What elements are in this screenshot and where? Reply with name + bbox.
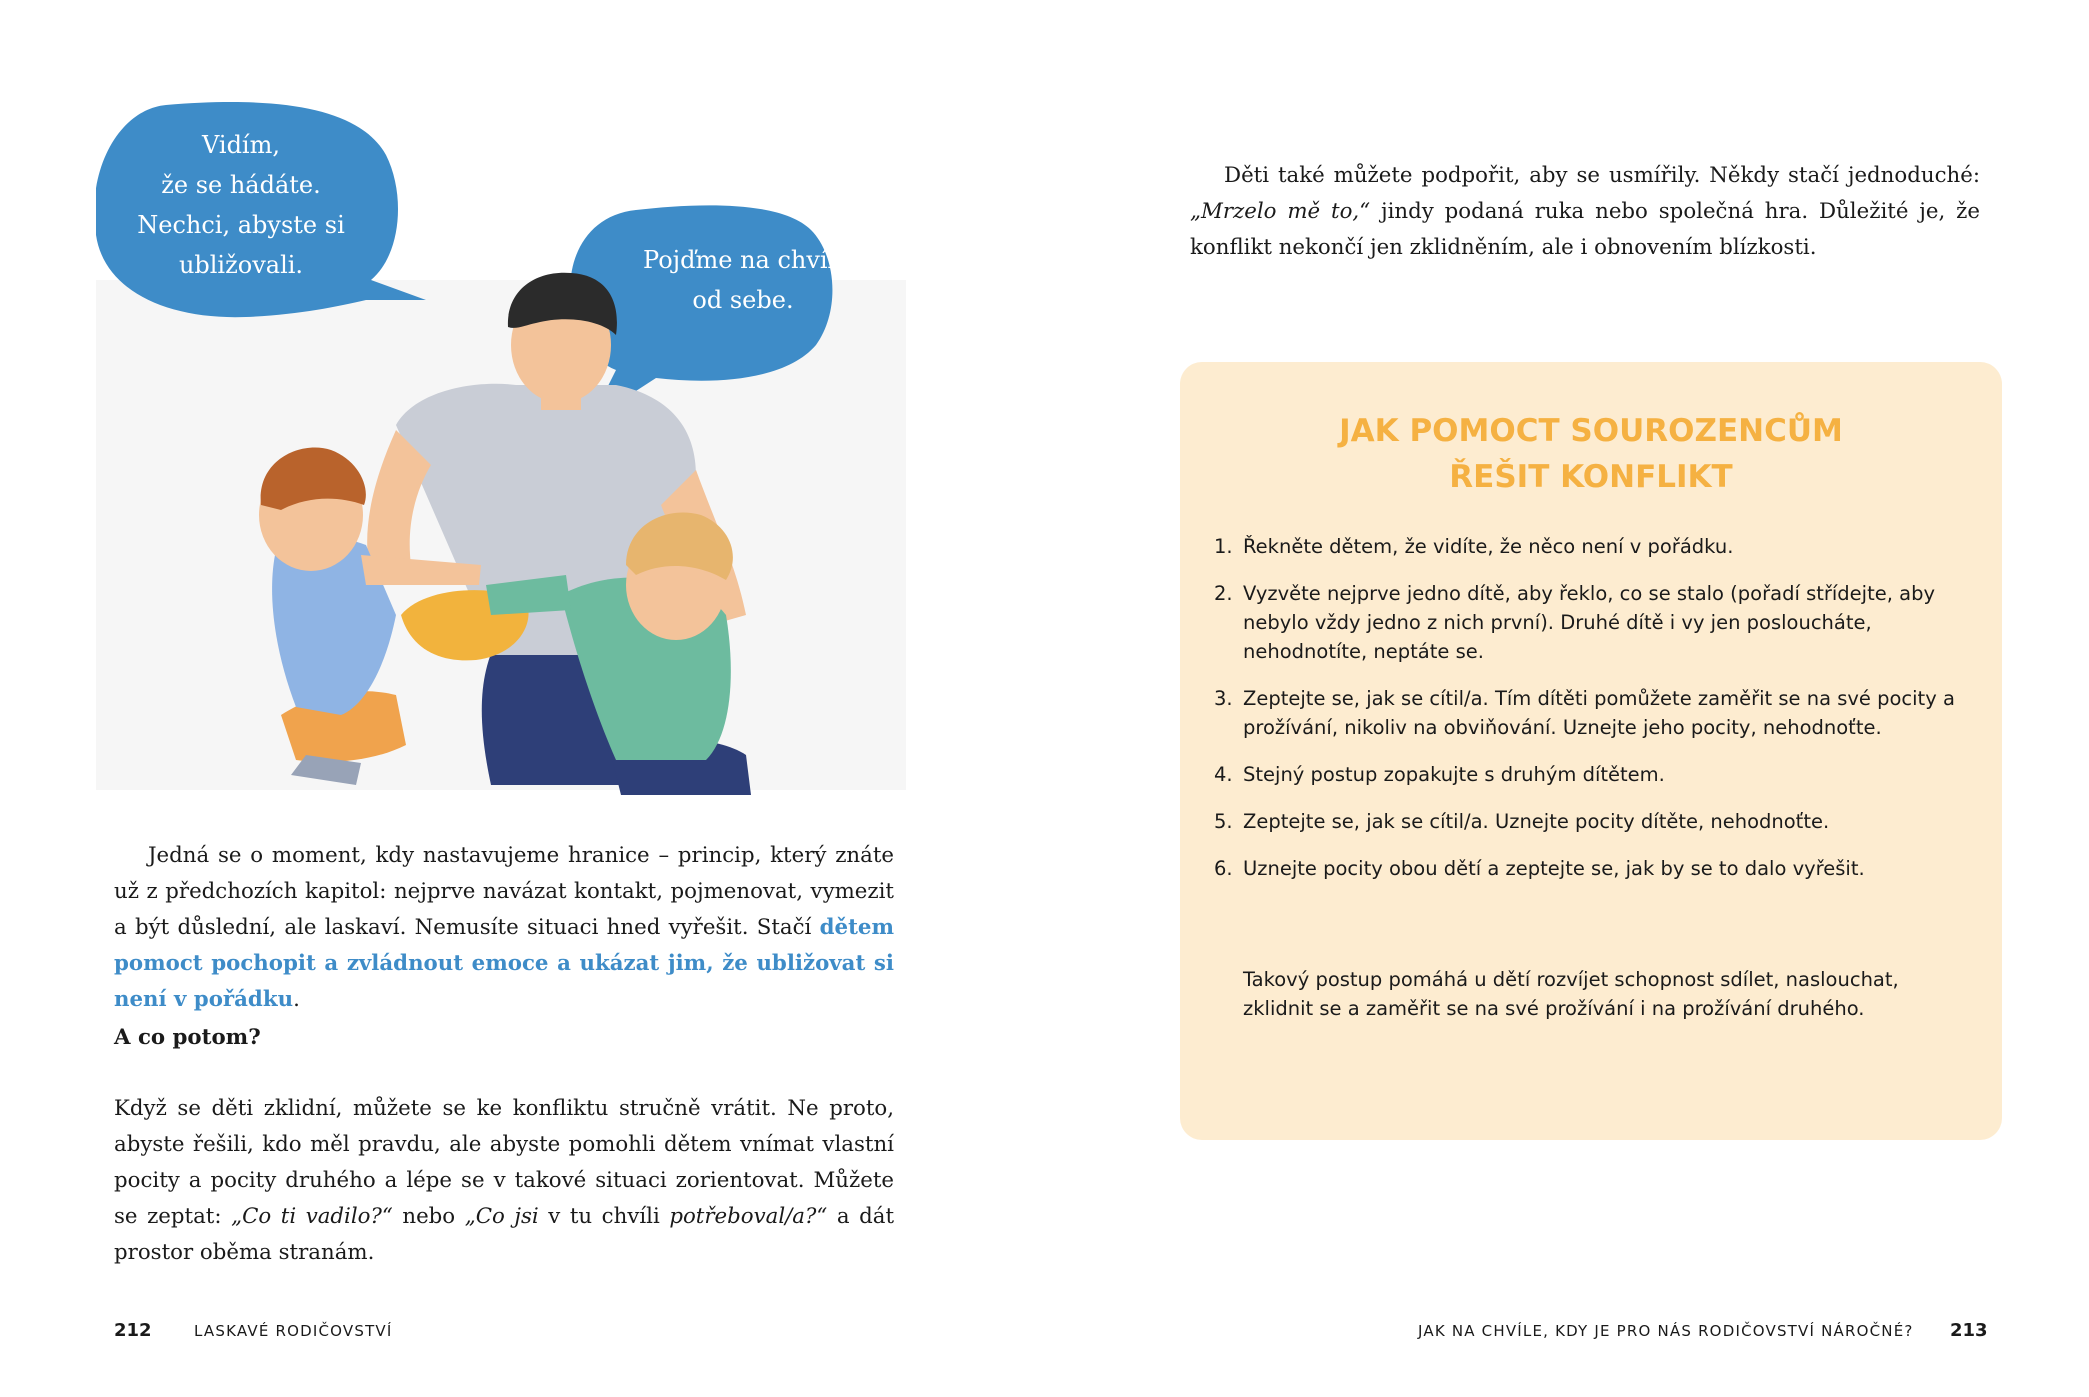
highlighted-text: dětem pomoct pochopit a zvládnout emoce a ukázat jim, že ubližovat si není v pořádku xyxy=(114,915,894,1012)
list-text: Zeptejte se, jak se cítil/a. Tím dítěti pomůžete zaměřit se na své pocity a prožívání, nikoliv na obviňování. Uznejte jeho pocity, nehodnoťte. xyxy=(1243,687,1955,739)
bubble-line: Nechci, abyste si xyxy=(137,211,345,239)
speech-bubble-left-text xyxy=(116,125,366,285)
bubble-line: od sebe. xyxy=(692,286,794,314)
paragraph-boundaries xyxy=(114,838,894,1018)
list-item xyxy=(1214,760,1974,789)
paragraph-after-conflict xyxy=(114,1091,894,1271)
bubble-line: ubližovali. xyxy=(178,251,304,279)
text-span: Jedná se o moment, kdy nastavujeme hranice – princip, který znáte už z předchozích kapitol: nejprve navázat kontakt, pojmenovat, vymezit a být důslední, ale laskaví. Nemusíte situaci hned vyřešit. Stačí xyxy=(114,843,894,940)
tip-box xyxy=(1180,362,2002,1140)
list-item xyxy=(1214,579,1974,666)
italic-quote: „Co jsi xyxy=(464,1204,539,1229)
list-item xyxy=(1214,854,1974,883)
text-span: . xyxy=(293,987,300,1012)
running-head-right: JAK NA CHVÍLE, KDY JE PRO NÁS RODIČOVSTVÍ NÁROČNÉ? xyxy=(1418,1322,1914,1340)
list-number: 1. xyxy=(1214,535,1233,558)
list-number: 3. xyxy=(1214,687,1233,710)
section-heading: A co potom? xyxy=(114,1025,261,1050)
list-item xyxy=(1214,807,1974,836)
list-item xyxy=(1214,684,1974,742)
italic-quote: „Mrzelo mě to,“ xyxy=(1190,199,1371,224)
text-span: nebo xyxy=(392,1204,465,1229)
list-text: Stejný postup zopakujte s druhým dítětem. xyxy=(1243,763,1665,786)
title-line: JAK POMOCT SOUROZENCŮM xyxy=(1339,413,1843,449)
running-head-left: LASKAVÉ RODIČOVSTVÍ xyxy=(194,1322,393,1340)
title-line: ŘEŠIT KONFLIKT xyxy=(1449,459,1733,495)
list-item xyxy=(1214,532,1974,561)
text-span: Děti také můžete podpořit, aby se usmířily. Někdy stačí jednoduché: xyxy=(1224,163,1980,188)
text-span: v tu chvíli xyxy=(538,1204,670,1229)
italic-quote: „Co ti vadilo?“ xyxy=(231,1204,393,1229)
speech-bubble-right-text xyxy=(618,240,868,320)
text-span: jindy podaná ruka nebo společná hra. Důležité je, že konflikt nekončí jen zklidněním, ale i obnovením blízkosti. xyxy=(1190,199,1980,260)
paragraph-reconciliation xyxy=(1190,158,1980,266)
list-number: 5. xyxy=(1214,810,1233,833)
list-text: Řekněte dětem, že vidíte, že něco není v pořádku. xyxy=(1243,535,1734,558)
text-span: Když se děti zklidní, můžete se ke konfliktu stručně vrátit. Ne proto, abyste řešili, kdo měl pravdu, ale abyste pomohli dětem vnímat vlastní pocity a pocity druhého a lépe se v takové situaci zorientovat. Můžete se zeptat: xyxy=(114,1096,894,1229)
bubble-line: že se hádáte. xyxy=(161,171,321,199)
steps-list xyxy=(1214,532,1974,901)
tip-box-title xyxy=(1180,408,2002,500)
list-text: Vyzvěte nejprve jedno dítě, aby řeklo, co se stalo (pořadí střídejte, aby nebylo vždy jedno z nich první). Druhé dítě i vy jen posloucháte, nehodnotíte, neptáte se. xyxy=(1243,582,1936,663)
bubble-line: Vidím, xyxy=(201,131,280,159)
bubble-line: Pojďme na chvíli xyxy=(643,246,843,274)
list-number: 4. xyxy=(1214,763,1233,786)
list-number: 2. xyxy=(1214,582,1233,605)
italic-quote: potřeboval/a?“ xyxy=(669,1204,828,1229)
text-span: a dát prostor oběma stranám. xyxy=(114,1204,895,1265)
page-number-left: 212 xyxy=(114,1320,152,1341)
page-number-right: 213 xyxy=(1950,1320,1988,1341)
list-text: Uznejte pocity obou dětí a zeptejte se, jak by se to dalo vyřešit. xyxy=(1243,857,1865,880)
list-number: 6. xyxy=(1214,857,1233,880)
list-text: Zeptejte se, jak se cítil/a. Uznejte pocity dítěte, nehodnoťte. xyxy=(1243,810,1830,833)
tip-box-note: Takový postup pomáhá u dětí rozvíjet schopnost sdílet, naslouchat, zklidnit se a zaměřit se na své prožívání i na prožívání druhého. xyxy=(1243,968,1899,1020)
left-page xyxy=(0,0,1044,1397)
